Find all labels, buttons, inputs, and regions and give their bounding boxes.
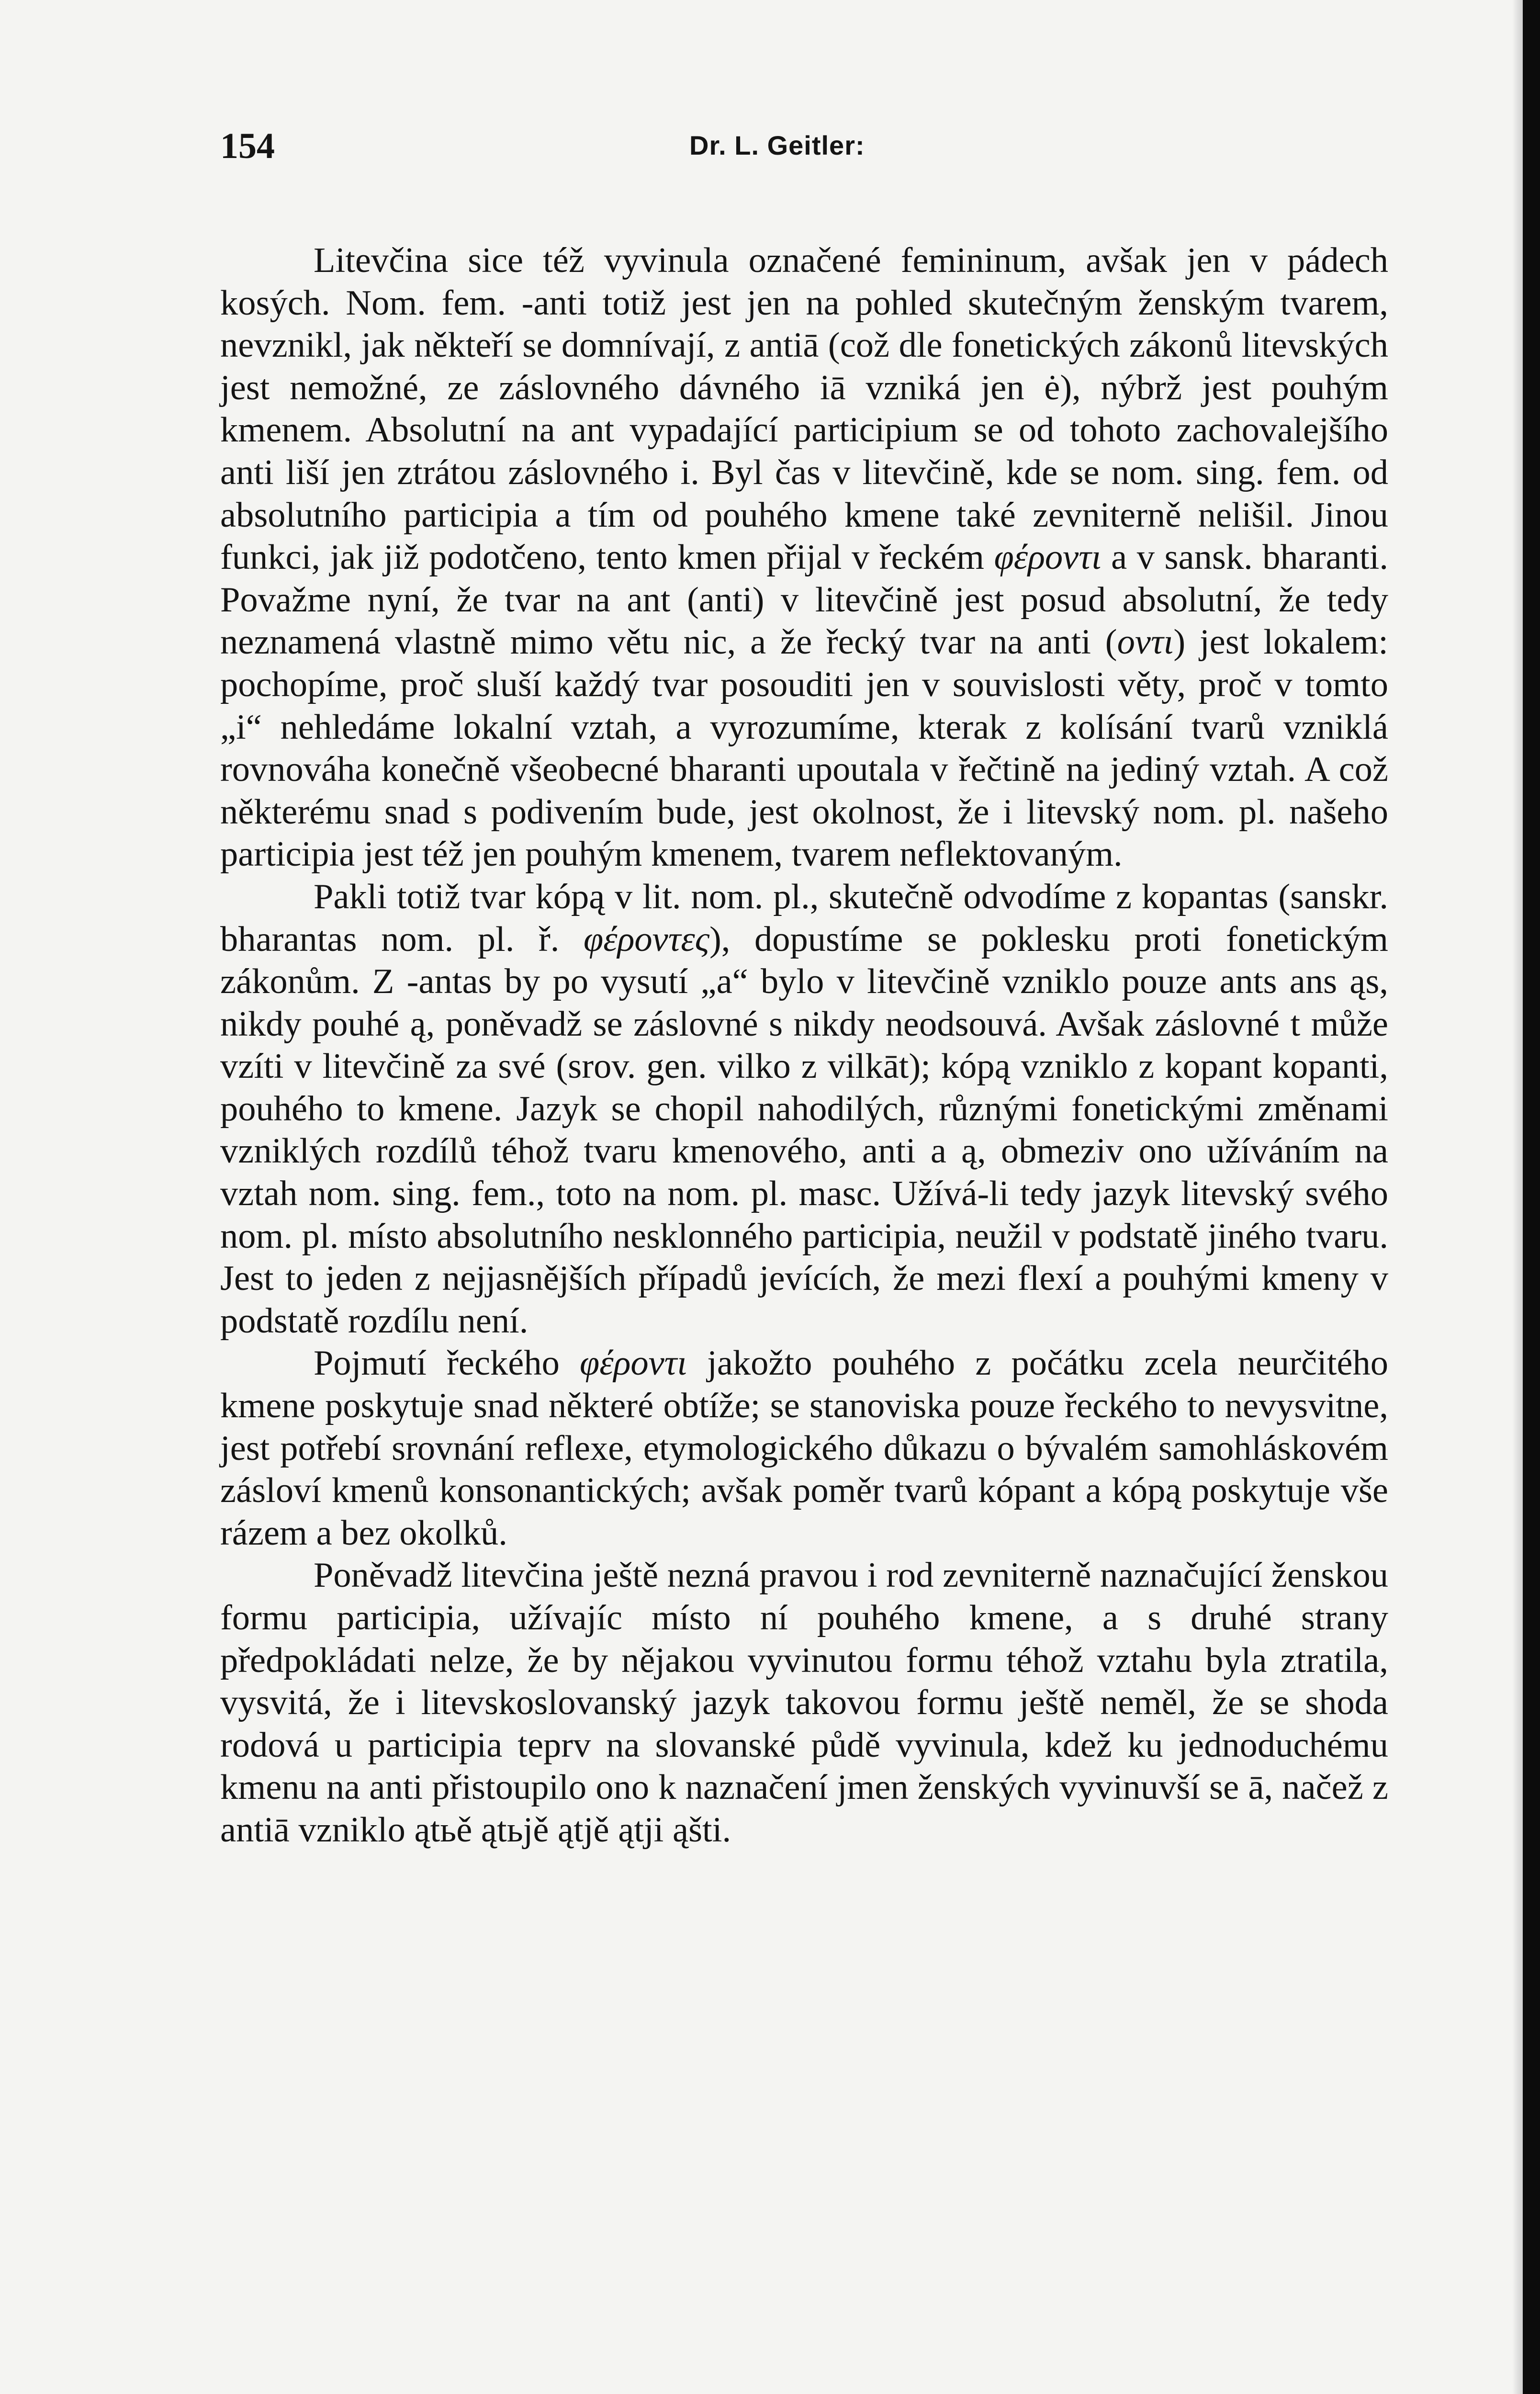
book-page — [220, 120, 1388, 1852]
paragraph-2-text-b: ), dopustíme se poklesku proti fonetickým zákonům. Z -antas by po vysutí „a“ bylo v litevčině vzniklo pouze ants ans ąs, nikdy pouhé ą, poněvadž se záslovné s nikdy neodsouvá. Avšak záslovné t může vzíti v litevčině za své (srov. gen. vilko z vilkāt); kópą vzniklo z kopant kopanti, pouhého to kmene. Jazyk se chopil nahodilých, různými fonetickými změnami vzniklých rozdílů téhož tvaru kmenového, anti a ą, obmeziv ono užíváním na vztah nom. sing. fem., toto na nom. pl. masc. Užívá-li tedy jazyk litevský svého nom. pl. místo absolutního nesklonného participia, neužil v podstatě jiného tvaru. Jest to jeden z nejjasnějších případů jevících, že mezi flexí a pouhými kmeny v podstatě rozdílu není. — [220, 919, 1388, 1341]
paragraph-1-text-a: Litevčina sice též vyvinula označené femininum, avšak jen v pádech kosých. Nom. fem. -anti totiž jest jen na pohled skutečným ženským tvarem, nevznikl, jak někteří se domnívají, z antiā (což dle fonetických zákonů litevských jest nemožné, ze záslovného dávného iā vzniká jen ė), nýbrž jest pouhým kmenem. Absolutní na ant vypadající participium se od tohoto zachovalejšího anti liší jen ztrátou záslovného i. Byl čas v litevčině, kde se nom. sing. fem. od absolutního participia a tím od pouhého kmene také zevniterně nelišil. Jinou funkci, jak již podotčeno, tento kmen přijal v řeckém — [220, 241, 1388, 577]
greek-word-pherontes: φέροντες — [584, 919, 709, 959]
paragraph-1 — [220, 239, 1388, 876]
paragraph-1-text-c: ) jest lokalem: pochopíme, proč sluší každý tvar posouditi jen v souvislosti věty, proč v tomto „i“ nehledáme lokalní vztah, a vyrozumíme, kterak z kolísání tvarů vzniklá rovnováha konečně všeobecné bharanti upoutala v řečtině na jediný vztah. A což některému snad s podivením bude, jest okolnost, že i litevský nom. pl. našeho participia jest též jen pouhým kmenem, tvarem neflektovaným. — [220, 622, 1388, 874]
greek-word-pheronti-2: φέροντι — [580, 1344, 687, 1383]
paragraph-2 — [220, 876, 1388, 1343]
scan-border — [1523, 0, 1540, 2394]
paragraph-3-text-b: jakožto pouhého z počátku zcela neurčitého kmene poskytuje snad některé obtíže; se stanoviska pouze řeckého to nevysvitne, jest potřebí srovnání reflexe, etymologického důkazu o bývalém samohláskovém zásloví kmenů konsonantických; avšak poměr tvarů kópant a kópą poskytuje vše rázem a bez okolků. — [220, 1344, 1388, 1553]
page-number: 154 — [220, 126, 275, 166]
body-text — [220, 239, 1388, 1852]
paragraph-1-text-b: a v sansk. bharanti. Považme nyní, že tvar na ant (anti) v litevčině jest posud absolutní, že tedy neznamená vlastně mimo větu nic, a že řecký tvar na anti ( — [220, 538, 1389, 662]
paragraph-2-text-a: Pakli totiž tvar kópą v lit. nom. pl., skutečně odvodíme z kopantas (sanskr. bharantas nom. pl. ř. — [220, 877, 1388, 959]
paragraph-3-text-a: Pojmutí řeckého — [314, 1344, 580, 1383]
paragraph-4-text-a: Poněvadž litevčina ještě nezná pravou i rod zevniterně naznačující ženskou formu participia, užívajíc místo ní pouhého kmene, a s druhé strany předpokládati nelze, že by nějakou vyvinutou formu téhož vztahu byla ztratila, vysvitá, že i litevskoslovanský jazyk takovou formu ještě neměl, že se shoda rodová u participia teprv na slovanské půdě vyvinula, kdež ku jednoduchému kmenu na anti přistoupilo ono k naznačení jmen ženských vyvinuvší se ā, načež z antiā vzniklo ątьě ątьjě ątjě ątji ąšti. — [220, 1556, 1388, 1850]
greek-word-pheronti: φέροντι — [994, 538, 1102, 577]
running-head — [220, 120, 1388, 187]
page-edge-shadow — [1512, 0, 1523, 2394]
greek-word-onti: οντι — [1117, 622, 1174, 662]
paragraph-3 — [220, 1342, 1388, 1554]
running-title: Dr. L. Geitler: — [689, 130, 865, 160]
paragraph-4 — [220, 1554, 1388, 1851]
